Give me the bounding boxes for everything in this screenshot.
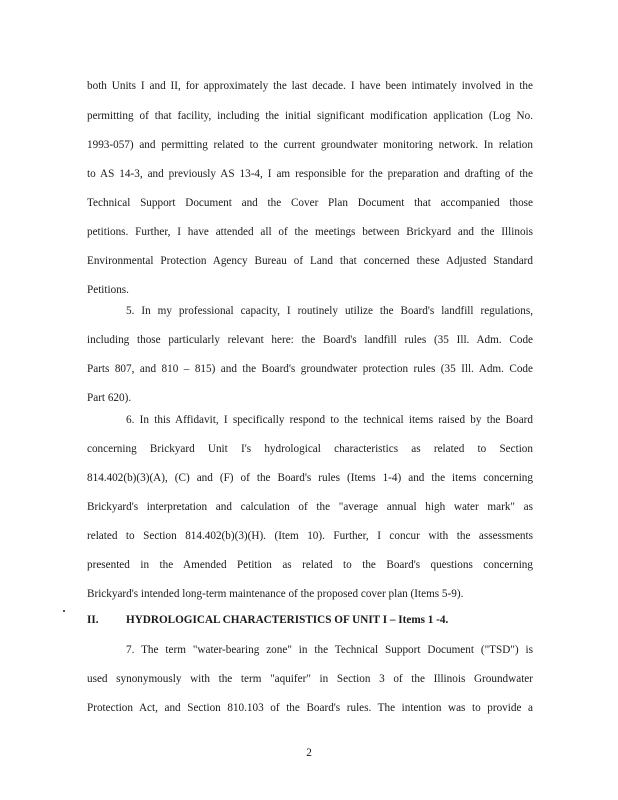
text-line: Technical Support Document and the Cover Plan Document that accompanied those (87, 197, 533, 209)
text-line: 5. In my professional capacity, I routinely utilize the Board's landfill regulations, (126, 305, 533, 317)
margin-mark (63, 610, 65, 612)
text-line: both Units I and II, for approximately the last decade. I have been intimately involved in the (87, 80, 533, 92)
text-line: Brickyard's interpretation and calculation of the "average annual high water mark" as (87, 501, 533, 513)
text-line: Environmental Protection Agency Bureau of Land that concerned these Adjusted Standard (87, 255, 533, 267)
text-line: used synonymously with the term "aquifer" in Section 3 of the Illinois Groundwater (87, 673, 533, 685)
text-line: Protection Act, and Section 810.103 of the Board's rules. The intention was to provide a (87, 702, 533, 714)
section-heading: HYDROLOGICAL CHARACTERISTICS OF UNIT I – Items 1 -4. (126, 614, 449, 626)
text-line: Part 620). (87, 392, 132, 404)
text-line: related to Section 814.402(b)(3)(H). (Item 10). Further, I concur with the assessments (87, 530, 533, 542)
text-line: presented in the Amended Petition as related to the Board's questions concerning (87, 559, 533, 571)
page-number: 2 (306, 747, 312, 759)
text-line: 6. In this Affidavit, I specifically respond to the technical items raised by the Board (126, 414, 533, 426)
text-line: Brickyard's intended long-term maintenance of the proposed cover plan (Items 5-9). (87, 588, 464, 600)
text-line: 814.402(b)(3)(A), (C) and (F) of the Board's rules (Items 1-4) and the items concerning (87, 472, 533, 484)
text-line: concerning Brickyard Unit I's hydrological characteristics as related to Section (87, 443, 533, 455)
text-line: including those particularly relevant here: the Board's landfill rules (35 Ill. Adm. Code (87, 334, 533, 346)
section-number: II. (87, 614, 99, 626)
text-line: Parts 807, and 810 – 815) and the Board's groundwater protection rules (35 Ill. Adm. Code (87, 363, 533, 375)
text-line: 1993-057) and permitting related to the current groundwater monitoring network. In relation (87, 139, 533, 151)
text-line: permitting of that facility, including the initial significant modification application (Log No. (87, 110, 533, 122)
text-line: to AS 14-3, and previously AS 13-4, I am responsible for the preparation and drafting of the (87, 168, 533, 180)
text-line: petitions. Further, I have attended all of the meetings between Brickyard and the Illinois (87, 226, 533, 238)
text-line: Petitions. (87, 284, 129, 296)
text-line: 7. The term "water-bearing zone" in the Technical Support Document ("TSD") is (126, 644, 533, 656)
